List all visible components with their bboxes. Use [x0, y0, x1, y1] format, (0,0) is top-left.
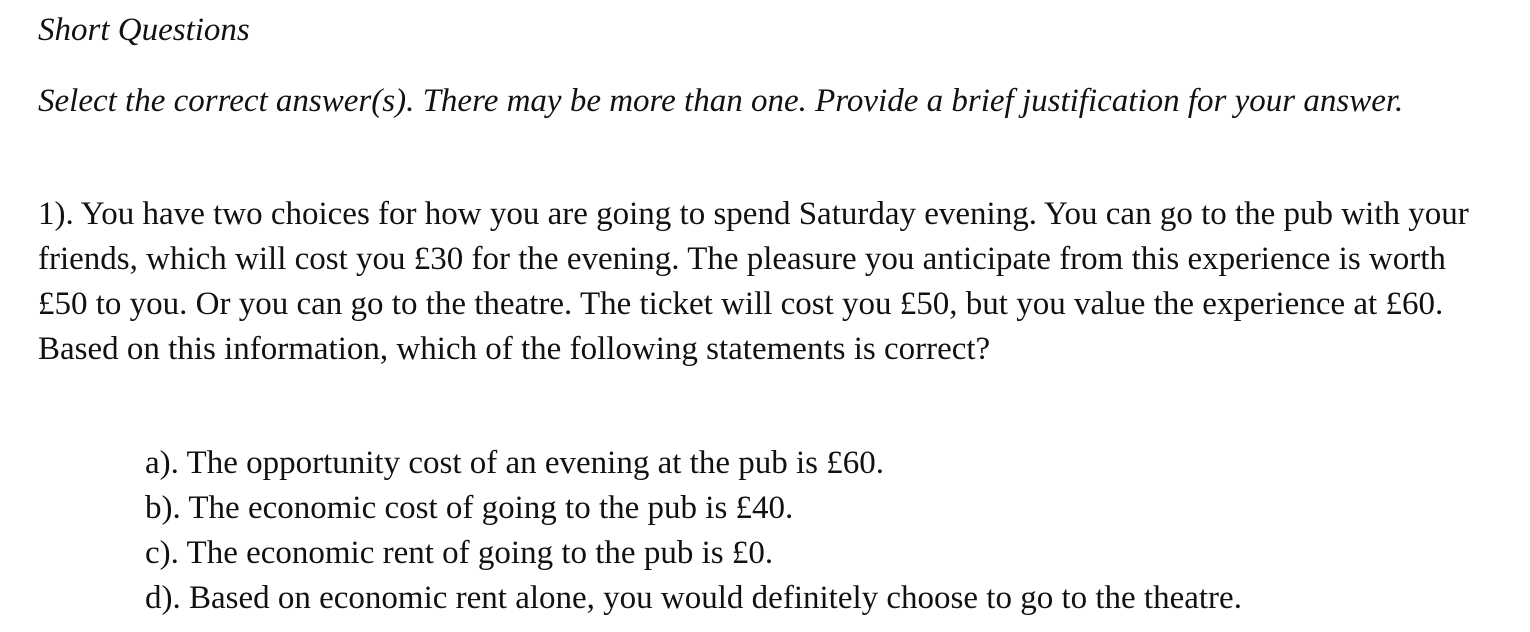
- answer-option-c: c). The economic rent of going to the pub is £0.: [145, 535, 774, 571]
- instructions-text: Select the correct answer(s). There may be more than one. Provide a brief justification for your answer.: [38, 83, 1404, 119]
- section-heading: Short Questions: [38, 12, 250, 48]
- answer-options-list: [145, 441, 1505, 621]
- answer-option-b: b). The economic cost of going to the pub is £40.: [145, 490, 794, 526]
- question-text: 1). You have two choices for how you are going to spend Saturday evening. You can go to the pub with your friends, which will cost you £30 for the evening. The pleasure you anticipate from this experience is worth £50 to you. Or you can go to the theatre. The ticket will cost you £50, but you value the experience at £60. Based on this information, which of the following statements is correct?: [38, 196, 1469, 367]
- answer-option-a: a). The opportunity cost of an evening at the pub is £60.: [145, 445, 884, 481]
- answer-option-d: d). Based on economic rent alone, you would definitely choose to go to the theatre.: [145, 580, 1242, 616]
